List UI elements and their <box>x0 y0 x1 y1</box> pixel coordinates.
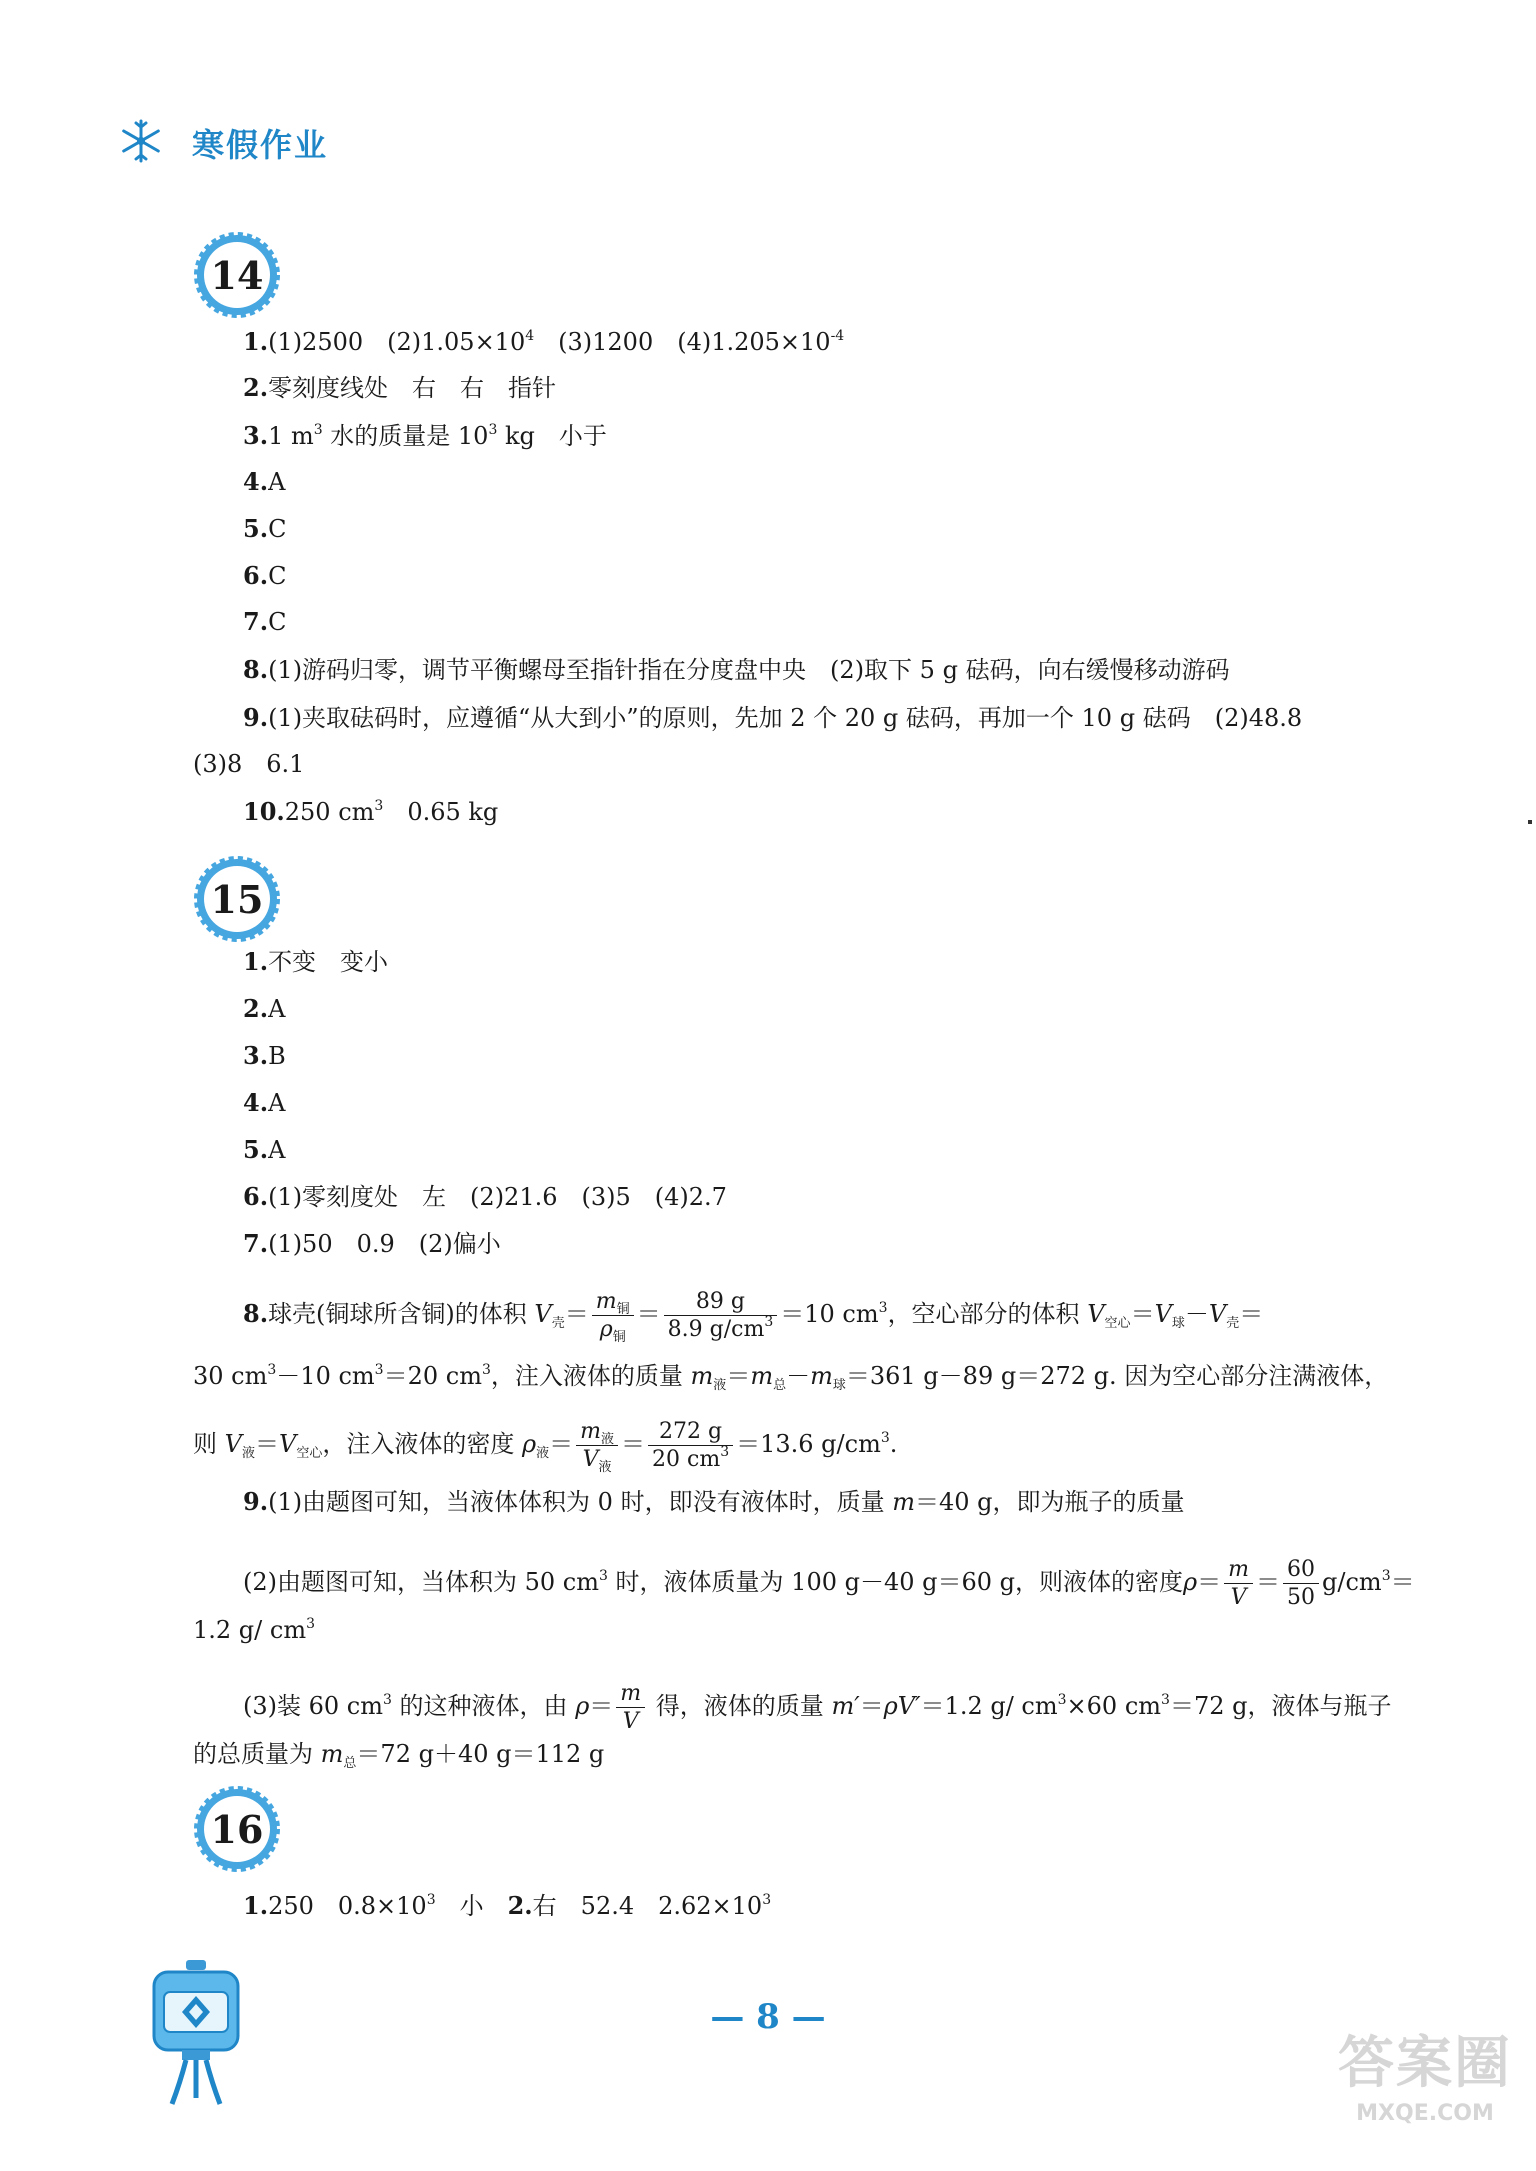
answer-15-6 <box>243 1181 727 1213</box>
answer-text: ×60 cm <box>1066 1692 1162 1720</box>
answer-text: (2)由题图可知，当体积为 50 cm <box>243 1568 599 1596</box>
answer-text: ＝10 cm <box>780 1300 879 1328</box>
answer-text: 的总质量为 <box>193 1740 321 1768</box>
math-op: － <box>1184 1300 1209 1328</box>
fraction-top: 89 g <box>664 1291 778 1316</box>
answer-14-10 <box>243 796 498 828</box>
exponent: 3 <box>1057 1692 1067 1708</box>
math-var: m <box>1228 1556 1250 1582</box>
watermark-url: MXQE.COM <box>1356 2101 1494 2126</box>
math-sub: 空心 <box>1104 1316 1131 1331</box>
answer-text: 右 52.4 2.62×10 <box>532 1892 763 1920</box>
answer-text: －10 cm <box>276 1362 375 1390</box>
answer-text: 不变 变小 <box>268 948 389 976</box>
answer-text: ＝361 g－89 g＝272 g. 因为空心部分注满液体， <box>845 1362 1389 1390</box>
exponent: 3 <box>599 1568 608 1584</box>
math-op: ＝ <box>564 1300 589 1328</box>
fraction <box>648 1418 733 1472</box>
exponent: 3 <box>762 1892 772 1908</box>
question-number: 4. <box>243 467 269 496</box>
fraction-bottom: 20 cm <box>652 1446 721 1472</box>
answer-text: (1)2500 (2)1.05×10 <box>268 328 526 356</box>
math-sub: 液 <box>241 1446 255 1461</box>
answer-text: 水的质量是 10 <box>322 422 489 450</box>
page-header-title: 寒假作业 <box>192 126 329 164</box>
exponent: 3 <box>720 1443 730 1460</box>
question-number: 2. <box>243 373 269 402</box>
answer-16-1 <box>243 1890 771 1922</box>
snowflake-icon <box>118 118 164 164</box>
math-op: ＝ <box>859 1692 884 1720</box>
answer-text: g/cm <box>1322 1568 1382 1596</box>
answer-text: 1 m <box>268 422 314 450</box>
answer-15-9-part2-cont <box>193 1614 315 1646</box>
math-var: ρ <box>522 1430 537 1458</box>
math-op: ＝ <box>726 1362 751 1390</box>
answer-15-9-part2 <box>243 1552 1415 1612</box>
math-op: ＝ <box>636 1300 661 1328</box>
exponent: 3 <box>383 1692 392 1708</box>
answer-14-3 <box>243 420 607 452</box>
section-badge-16 <box>194 1786 280 1872</box>
math-op: ＝ <box>1130 1300 1155 1328</box>
math-op: ＝ <box>549 1430 574 1458</box>
exponent: 3 <box>426 1892 436 1908</box>
math-sub: 壳 <box>1226 1316 1240 1331</box>
answer-text: kg 小于 <box>497 422 607 450</box>
answer-text: 则 <box>193 1430 225 1458</box>
answer-text: ＝13.6 g/cm <box>736 1430 881 1458</box>
math-var: m <box>620 1680 642 1706</box>
answer-text: ＝1.2 g/ cm <box>920 1692 1058 1720</box>
fraction <box>616 1680 645 1734</box>
math-sub: 总 <box>343 1756 357 1771</box>
math-var: V <box>279 1430 297 1458</box>
fraction-bottom: 8.9 g/cm <box>667 1316 765 1342</box>
math-var: ρV′ <box>883 1692 921 1720</box>
math-sub: 空心 <box>296 1446 323 1461</box>
section-number: 16 <box>210 1806 264 1852</box>
math-op: ＝ <box>589 1692 614 1720</box>
answer-text: 时，液体质量为 100 g－40 g＝60 g，则液体的密度 <box>607 1568 1184 1596</box>
answer-text: (3)8 6.1 <box>193 750 305 778</box>
watermark-text: 答案圈 <box>1338 2031 1512 2096</box>
answer-text: (1)零刻度处 左 (2)21.6 (3)5 (4)2.7 <box>268 1183 727 1211</box>
answer-15-9 <box>243 1486 1185 1518</box>
answer-text: (1)50 0.9 (2)偏小 <box>268 1230 501 1258</box>
answer-text: ＝72 g，液体与瓶子 <box>1169 1692 1392 1720</box>
exponent: 3 <box>764 1313 774 1330</box>
answer-text: . <box>889 1430 898 1458</box>
answer-text: (1)由题图可知，当液体体积为 0 时，即没有液体时，质量 <box>268 1488 893 1516</box>
math-sub: 液 <box>536 1446 550 1461</box>
math-op: ＝ <box>1239 1300 1264 1328</box>
math-op: － <box>786 1362 811 1390</box>
math-var: m <box>595 1288 617 1314</box>
answer-text: (1)夹取砝码时，应遵循“从大到小”的原则，先加 2 个 20 g 砝码，再加一个 10 g 砝码 (2)48.8 <box>268 704 1303 732</box>
answer-text: ，注入液体的密度 <box>322 1430 522 1458</box>
watermark-logo <box>1330 2029 1520 2149</box>
answer-15-5 <box>243 1134 285 1166</box>
question-number: 8. <box>243 655 269 684</box>
answer-text: A <box>268 1136 286 1164</box>
exponent: 3 <box>481 1362 491 1378</box>
answer-14-4 <box>243 466 285 498</box>
section-number: 14 <box>210 252 264 298</box>
answer-text: 小 <box>435 1892 508 1920</box>
scan-mark <box>1528 820 1532 824</box>
math-var: m′ <box>831 1692 860 1720</box>
math-var: V <box>534 1300 552 1328</box>
math-var: ρ <box>1183 1568 1198 1596</box>
exponent: 3 <box>374 798 384 814</box>
math-sub: 液 <box>713 1378 727 1393</box>
fraction <box>1283 1556 1319 1610</box>
answer-14-6 <box>243 560 286 592</box>
answer-15-8-line3 <box>193 1414 897 1474</box>
answer-text: A <box>268 1089 286 1117</box>
answer-text: 得，液体的质量 <box>648 1692 832 1720</box>
fraction <box>592 1288 634 1345</box>
math-var: V <box>1154 1300 1172 1328</box>
exponent: 3 <box>880 1430 890 1446</box>
math-op: ＝ <box>1197 1568 1222 1596</box>
question-number: 7. <box>243 607 269 636</box>
section-badge-15 <box>194 856 280 942</box>
answer-text: B <box>268 1042 286 1070</box>
math-var: V <box>224 1430 242 1458</box>
question-number: 9. <box>243 1487 269 1516</box>
question-number: 4. <box>243 1088 269 1117</box>
answer-text: 30 cm <box>193 1362 268 1390</box>
question-number: 1. <box>243 947 269 976</box>
exponent: 3 <box>488 422 498 438</box>
question-number: 3. <box>243 421 269 450</box>
math-var: V <box>1087 1300 1105 1328</box>
math-op: ＝ <box>1390 1568 1415 1596</box>
answer-15-4 <box>243 1087 285 1119</box>
answer-text: (3)装 60 cm <box>243 1692 383 1720</box>
answer-text: 零刻度线处 右 右 指针 <box>268 374 557 402</box>
answer-text: 250 0.8×10 <box>268 1892 427 1920</box>
answer-15-2 <box>243 993 285 1025</box>
exponent: 3 <box>313 422 323 438</box>
question-number: 5. <box>243 1135 269 1164</box>
fraction-top: 272 g <box>648 1421 733 1446</box>
fraction-bottom: 50 <box>1287 1584 1316 1610</box>
math-sub: 铜 <box>612 1329 626 1345</box>
math-var: m <box>892 1488 915 1516</box>
answer-text: A <box>268 468 286 496</box>
math-var: m <box>320 1740 344 1768</box>
math-sub: 液 <box>601 1431 615 1447</box>
question-number: 10. <box>243 797 285 826</box>
exponent: 3 <box>374 1362 384 1378</box>
exponent: 4 <box>525 328 535 344</box>
answer-text: C <box>268 562 287 590</box>
answer-15-3 <box>243 1040 286 1072</box>
math-sub: 球 <box>832 1378 846 1393</box>
math-var: m <box>750 1362 774 1390</box>
question-number: 6. <box>243 561 269 590</box>
math-var: m <box>690 1362 714 1390</box>
question-number: 8. <box>243 1299 269 1328</box>
question-number: 1. <box>243 1891 269 1920</box>
exponent: 3 <box>306 1616 315 1632</box>
question-number: 1. <box>243 327 269 356</box>
answer-text: A <box>268 995 286 1023</box>
answer-14-2 <box>243 372 556 404</box>
answer-text: (1)游码归零，调节平衡螺母至指针指在分度盘中央 (2)取下 5 g 砝码，向右缓慢移动游码 <box>268 656 1230 684</box>
answer-14-9-cont <box>193 748 304 780</box>
exponent: -4 <box>830 328 845 344</box>
answer-text: ，空心部分的体积 <box>887 1300 1088 1328</box>
exponent: 3 <box>1381 1568 1391 1584</box>
math-op: ＝ <box>621 1430 646 1458</box>
math-var: V <box>622 1708 639 1734</box>
answer-15-8 <box>243 1284 1263 1344</box>
fraction <box>1224 1556 1253 1610</box>
math-var: ρ <box>575 1692 590 1720</box>
answer-text: 的这种液体，由 <box>391 1692 576 1720</box>
question-number: 5. <box>243 514 269 543</box>
answer-text: 0.65 kg <box>383 798 499 826</box>
math-sub: 壳 <box>551 1316 565 1331</box>
page-number: — 8 — <box>710 1997 826 2037</box>
math-var: ρ <box>599 1316 613 1342</box>
question-number: 6. <box>243 1182 269 1211</box>
exponent: 3 <box>267 1362 277 1378</box>
answer-text: 球壳(铜球所含铜)的体积 <box>268 1300 535 1328</box>
math-var: m <box>810 1362 833 1390</box>
math-op: ＝ <box>255 1430 279 1458</box>
section-badge-14 <box>194 232 280 318</box>
question-number: 3. <box>243 1041 269 1070</box>
math-sub: 总 <box>773 1378 787 1393</box>
answer-14-5 <box>243 513 286 545</box>
math-op: ＝ <box>1256 1568 1281 1596</box>
answer-text: ，注入液体的质量 <box>490 1362 691 1390</box>
math-sub: 铜 <box>616 1301 630 1317</box>
answer-14-7 <box>243 606 286 638</box>
answer-14-8 <box>243 654 1230 686</box>
answer-14-1 <box>243 326 844 358</box>
answer-text: C <box>268 515 287 543</box>
answer-15-1 <box>243 946 388 978</box>
section-number: 15 <box>210 876 264 922</box>
question-number: 7. <box>243 1229 269 1258</box>
math-var: V <box>582 1446 599 1472</box>
fraction <box>664 1288 778 1342</box>
answer-text: 250 cm <box>284 798 375 826</box>
question-number: 2. <box>507 1891 533 1920</box>
answer-text: C <box>268 608 287 636</box>
exponent: 3 <box>1161 1692 1170 1708</box>
answer-text: ＝40 g，即为瓶子的质量 <box>914 1488 1185 1516</box>
math-sub: 液 <box>598 1459 612 1475</box>
answer-15-9-part3-cont <box>193 1738 604 1770</box>
exponent: 3 <box>878 1300 888 1316</box>
math-var: V <box>1230 1584 1247 1610</box>
answer-15-8-line2 <box>193 1360 1388 1392</box>
fraction-top: 60 <box>1283 1559 1319 1584</box>
answer-text: ＝72 g＋40 g＝112 g <box>356 1740 605 1768</box>
math-sub: 球 <box>1171 1316 1185 1331</box>
fraction <box>576 1418 618 1475</box>
question-number: 2. <box>243 994 269 1023</box>
answer-text: 1.2 g/ cm <box>193 1616 307 1644</box>
math-var: V <box>1208 1300 1227 1328</box>
answer-text: ＝20 cm <box>383 1362 482 1390</box>
answer-14-9 <box>243 702 1302 734</box>
math-var: m <box>580 1418 601 1444</box>
answer-text: (3)1200 (4)1.205×10 <box>534 328 831 356</box>
answer-15-7 <box>243 1228 501 1260</box>
answer-15-9-part3 <box>243 1676 1391 1736</box>
question-number: 9. <box>243 703 269 732</box>
